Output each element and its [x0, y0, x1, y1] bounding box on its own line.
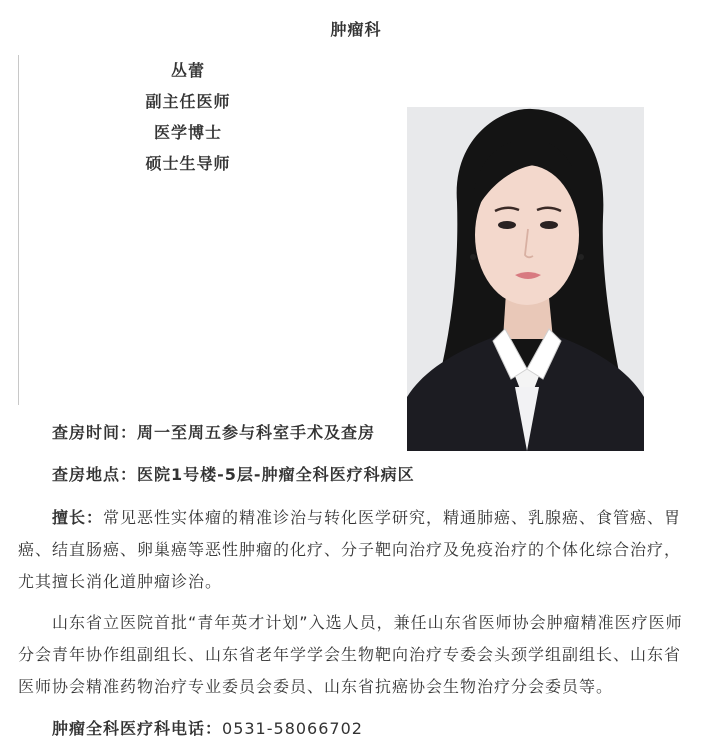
rounds-time-value: 周一至周五参与科室手术及查房 — [137, 423, 376, 442]
rounds-location-label: 查房地点： — [52, 465, 138, 484]
contact-label: 肿瘤全科医疗科电话： — [52, 719, 223, 738]
left-rule — [18, 55, 19, 405]
doctor-role: 硕士生导师 — [145, 154, 231, 173]
bio-paragraph: 山东省立医院首批“青年英才计划”入选人员，兼任山东省医师协会肿瘤精准医疗医师分会青年协作组副组长、山东省老年学学会生物靶向治疗专委会头颈学组副组长、山东省医师协会精准药物治疗专业委员会委员、山东省抗癌协会生物治疗分会委员等。 — [18, 613, 683, 696]
expertise-text: 常见恶性实体瘤的精准诊治与转化医学研究，精通肺癌、乳腺癌、食管癌、胃癌、结直肠癌、卵巢癌等恶性肿瘤的化疗、分子靶向治疗及免疫治疗的个体化综合治疗，尤其擅长消化道肿瘤诊治。 — [18, 508, 682, 591]
rounds-time-label: 查房时间： — [52, 423, 138, 442]
contact-phone: 0531-58066702 — [222, 719, 363, 738]
rounds-location-value: 医院1号楼-5层-肿瘤全科医疗科病区 — [137, 465, 415, 484]
doctor-name: 丛蕾 — [170, 61, 205, 80]
doctor-degree: 医学博士 — [153, 123, 222, 142]
rounds-location — [18, 460, 694, 490]
rounds-time — [18, 418, 694, 448]
doctor-info — [118, 55, 258, 179]
expertise-paragraph — [18, 502, 694, 598]
doctor-portrait — [407, 107, 644, 451]
doctor-profile — [18, 55, 708, 405]
doctor-title: 副主任医师 — [145, 92, 231, 111]
contact-line — [18, 714, 694, 744]
expertise-label: 擅长： — [52, 508, 104, 527]
department-title: 肿瘤科 — [330, 20, 382, 39]
